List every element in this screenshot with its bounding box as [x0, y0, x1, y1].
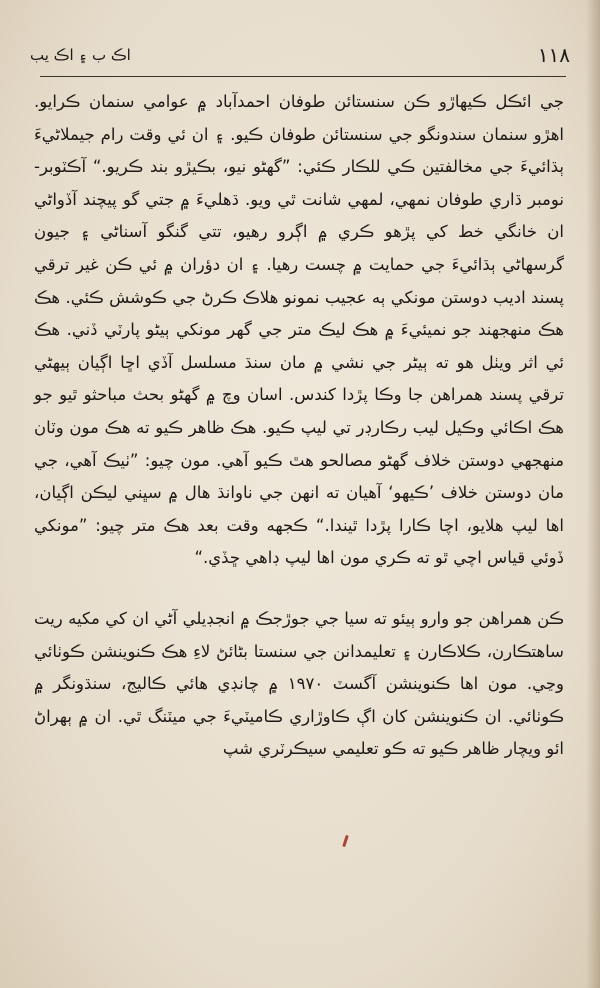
- text-line: هڪ مون وٽان منهجهي دوستن خلاف گهڻو مصالحو هٿ ڪيو: [34, 417, 564, 470]
- text-line: ڪرايو. اهڙو سنمان سندونگو جي سنستائن طوفان ڪيو. ۽: [34, 92, 564, 144]
- text-line: آسناڻي ۽ جيون گرسهاڻي ٻڌائيءَ جي حمايت ۾ چست رهيا.: [34, 222, 565, 274]
- text-line: سنستا بڻائڻ لاءِ هڪ ڪنوينشن ڪوٺائي وڃي. مون اها: [34, 641, 564, 694]
- running-title: اڪ ب ۽ اڪ يب: [30, 46, 131, 64]
- body-text: [34, 86, 564, 766]
- text-line: مونکي ٻه عجيب نمونو هلاڪ ڪرڻ جي ڪوشش ڪئي. هڪ: [34, 287, 436, 307]
- text-line: ان ئي وقت رام جيملاڻيءَ ٻڌائيءَ جي مخالفتين ڪي للڪار: [34, 124, 565, 177]
- page-header: [30, 40, 570, 70]
- page-edge-shadow: [586, 0, 600, 988]
- text-line: چيو: ”مونکي ڏوئي قياس اچي ٿو ته ڪري مون اها: [34, 515, 564, 568]
- text-line: طوفان نمهي، لمهي شانت ٿي ويو. ڌهليءَ ۾ جتي گو پيچند: [82, 189, 484, 209]
- text-line: ليپ ڊاهي ڇڏي.“: [194, 548, 312, 568]
- text-line: اڪائي وڪيل ليب رڪارڊر تي ليپ ڪيو. هڪ ظاهر ڪيو ته: [136, 417, 533, 437]
- text-line: ڪوٺائي. ان ڪنوينشن کان اڳ ڪاوڙاري ڪاميٽيءَ جي ميٽنگ: [147, 706, 564, 726]
- text-line: آڻي ان کي مکيه ريت ساهتڪارن، ڪلاڪارن ۽ تعليمدانن جي: [34, 608, 564, 661]
- text-line: ڪن همراهن جو وارو ٻيئو ته سيا جي جوڙجڪ ۾ انجڊيلي: [182, 608, 564, 628]
- text-line: سنڌ مسلسل آڏي اڇا اڳيان ٻيهڻي ترقي پسند همراهن جا: [34, 352, 564, 405]
- paragraph: [34, 86, 564, 575]
- text-line: هڪ منهجهند جو نميئيءَ ۾ هڪ ليڪ متر جي گهر مونکي: [176, 320, 564, 340]
- ink-mark: [342, 835, 349, 847]
- header-rule: [40, 76, 566, 77]
- text-line: ڪئي: ”گهڻو نيو، بڪيڙو بند ڪريو.“ آڪٽوبر- نومبر ڌاري: [34, 157, 565, 209]
- text-line: ٻيڻو پارٽي ڏني. هڪ ئي اثر ويٺل هو ته ٻيڻر جي نشي ۾ مان: [34, 320, 564, 372]
- paragraph: [34, 603, 564, 766]
- text-line: ٿي. ان ۾ ٻهراڻ ائو ويچار ظاهر ڪيو ته ڪو تعليمي سيڪرٽري شپ: [34, 706, 564, 759]
- page-number: ١١٨: [537, 43, 570, 67]
- text-line: وڪا پڙدا کندس. اسان وچ ۾ گهڻو بحث مباحثو ٿيو جو هڪ: [34, 385, 564, 437]
- text-line: آڏواڻي ان خانگي خط کي پڙهو ڪري ۾ اڳرو رهيو، تتي گنگو: [34, 189, 564, 242]
- text-line: آهي. مون چيو: ”ٺيڪ آهي، جي مان دوستن خلاف ’ڪيهو‘: [34, 450, 564, 503]
- text-line: جي ائڪل ڪيهاڙو ڪن سنستائن طوفان احمدآباد ۾ عوامي سنمان: [89, 92, 564, 111]
- text-line: ۽ ان دؤران ۾ ئي ڪن غير ترقي پسند اديب دوستن: [34, 254, 564, 307]
- text-line: ليپ هلايو، اچا ڪارا پڙدا ٿيندا.“ ڪجهه وقت بعد هڪ متر: [132, 515, 538, 535]
- text-line: ڪنوينشن آگسٽ ١٩٧٠ ۾ چانڊي هائي ڪاليج، سنڌونگر ۾: [34, 674, 451, 694]
- text-line: آهيان ته انهن جي ناوانڌ هال ۾ سڀني ليڪن اڳيان، اها: [34, 483, 564, 535]
